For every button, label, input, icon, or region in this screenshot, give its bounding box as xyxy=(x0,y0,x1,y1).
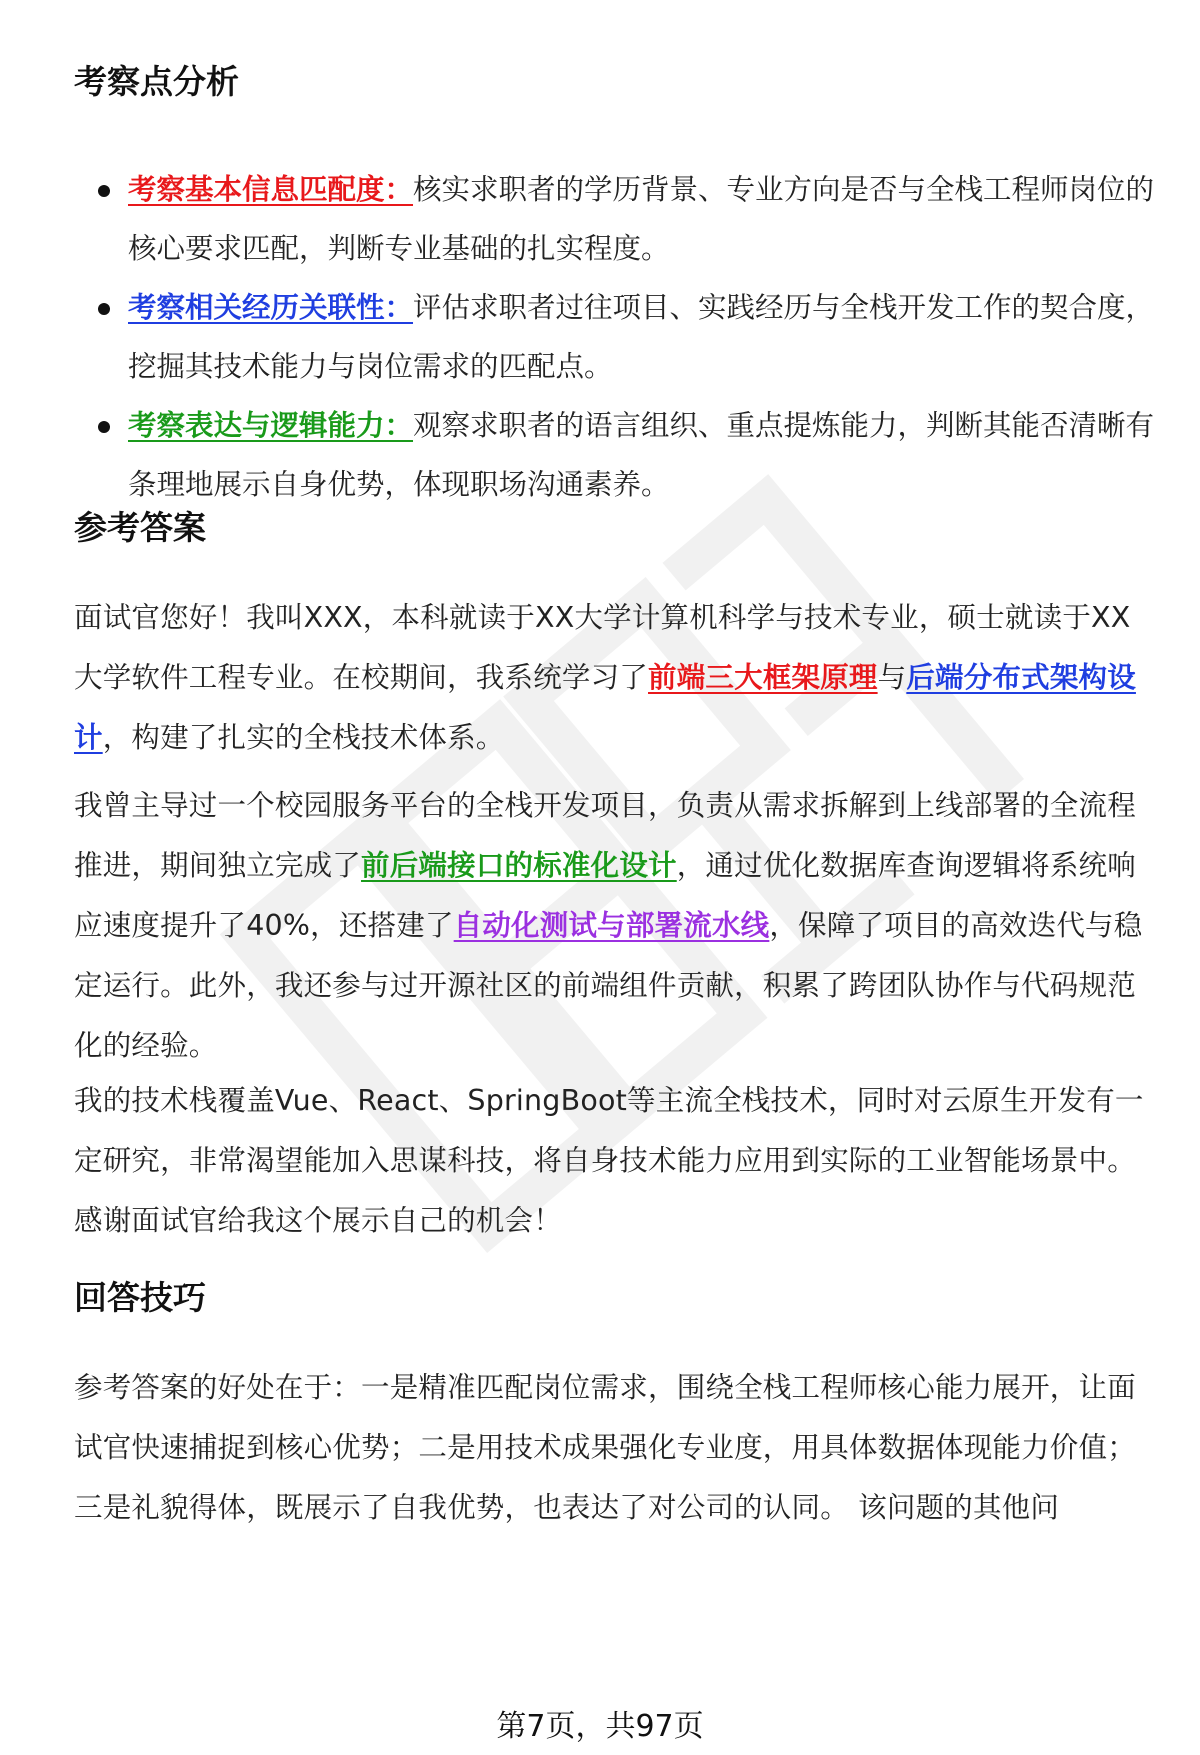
paragraph-text: 与 xyxy=(877,661,907,694)
section-heading-tips: 回答技巧 xyxy=(74,1278,206,1317)
page-number: 第7页，共97页 xyxy=(496,1709,704,1744)
highlight-api-design: 前后端接口的标准化设计 xyxy=(361,849,677,882)
highlight-ci-pipeline: 自动化测试与部署流水线 xyxy=(453,909,770,942)
analysis-bullet-list xyxy=(74,160,1156,514)
bullet-icon xyxy=(98,303,110,315)
paragraph-text: 我曾主导过一个校园服务平台的全栈开发项目，负责从需求拆解到上线部署的全流程推进，期间独立完成了 xyxy=(74,789,1136,882)
bullet-icon xyxy=(98,185,110,197)
paragraph-text: ，通过优化数据库查询逻辑将系统响应速度提升了40%，还搭建了 xyxy=(74,849,1136,942)
highlight-label: 考察表达与逻辑能力： xyxy=(128,409,414,442)
tips-paragraph-1: 参考答案的好处在于：一是精准匹配岗位需求，围绕全栈工程师核心能力展开，让面试官快速捕捉到核心优势；二是用技术成果强化专业度，用具体数据体现能力价值；三是礼貌得体，既展示了自我优势，也表达了对公司的认同。 该问题的其他问 xyxy=(74,1371,1136,1524)
list-item-text: 观察求职者的语言组织、重点提炼能力，判断其能否清晰有条理地展示自身优势，体现职场沟通素养。 xyxy=(128,409,1155,501)
highlight-frontend-frameworks: 前端三大框架原理 xyxy=(648,661,878,694)
list-item-text: 核实求职者的学历背景、专业方向是否与全栈工程师岗位的核心要求匹配，判断专业基础的扎实程度。 xyxy=(128,173,1155,265)
answer-paragraph-1 xyxy=(74,588,1156,768)
section-heading-answer: 参考答案 xyxy=(74,508,206,547)
paragraph-text: ，保障了项目的高效迭代与稳定运行。此外，我还参与过开源社区的前端组件贡献，积累了跨团队协作与代码规范化的经验。 xyxy=(74,909,1143,1062)
highlight-label: 考察相关经历关联性： xyxy=(128,291,414,324)
answer-paragraph-2 xyxy=(74,776,1156,1076)
list-item xyxy=(74,160,1156,278)
answer-paragraph-3: 我的技术栈覆盖Vue、React、SpringBoot等主流全栈技术，同时对云原生开发有一定研究，非常渴望能加入思谋科技，将自身技术能力应用到实际的工业智能场景中。感谢面试官给我这个展示自己的机会！ xyxy=(74,1084,1144,1237)
list-item xyxy=(74,278,1156,396)
section-heading-analysis: 考察点分析 xyxy=(74,62,239,101)
highlight-backend-architecture: 后端分布式架构设计 xyxy=(74,661,1136,754)
paragraph-text: 面试官您好！我叫XXX，本科就读于XX大学计算机科学与技术专业，硕士就读于XX大学软件工程专业。在校期间，我系统学习了 xyxy=(74,601,1131,694)
list-item xyxy=(74,396,1156,514)
paragraph-text: ，构建了扎实的全栈技术体系。 xyxy=(102,721,505,754)
bullet-icon xyxy=(98,421,110,433)
list-item-text: 评估求职者过往项目、实践经历与全栈开发工作的契合度，挖掘其技术能力与岗位需求的匹配点。 xyxy=(128,291,1155,383)
highlight-label: 考察基本信息匹配度： xyxy=(128,173,414,206)
